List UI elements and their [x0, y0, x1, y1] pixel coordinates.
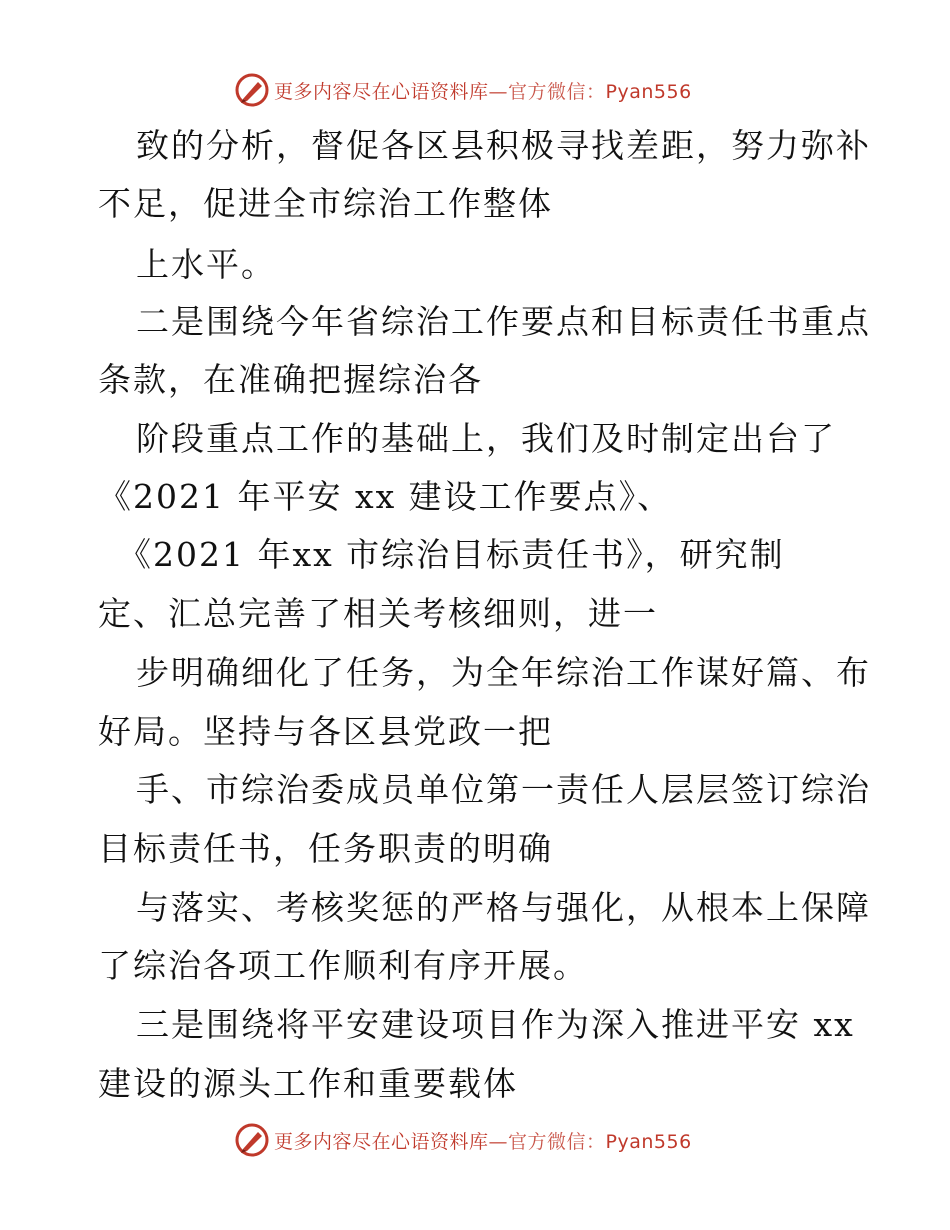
pen-logo-icon: [234, 1122, 270, 1158]
text-line: 不足，促进全市综治工作整体: [98, 184, 553, 223]
watermark-id: Pyan556: [605, 80, 692, 103]
text-line: 条款，在准确把握综治各: [98, 360, 483, 399]
watermark-main-text: 更多内容尽在心语资料库: [274, 80, 489, 103]
text-line: 《2021 年平安 xx 建设工作要点》、: [98, 477, 673, 516]
watermark-separator: —: [488, 1130, 509, 1153]
text-line: 二是围绕今年省综治工作要点和目标责任书重点: [136, 302, 871, 341]
watermark-separator: —: [488, 80, 509, 103]
text-line: 了综治各项工作顺利有序开展。: [98, 946, 588, 985]
text-line: 《2021 年xx 市综治目标责任书》，研究制: [118, 535, 785, 574]
text-line: 上水平。: [136, 245, 276, 284]
text-line: 步明确细化了任务，为全年综治工作谋好篇、布: [136, 653, 871, 692]
watermark-sub-text: 官方微信：: [508, 80, 606, 103]
text-line: 建设的源头工作和重要载体: [98, 1064, 518, 1103]
watermark-sub-text: 官方微信：: [508, 1130, 606, 1153]
text-line: 三是围绕将平安建设项目作为深入推进平安 xx: [136, 1005, 855, 1044]
text-line: 手、市综治委成员单位第一责任人层层签订综治: [136, 770, 871, 809]
text-line: 阶段重点工作的基础上，我们及时制定出台了: [136, 419, 836, 458]
watermark-id: Pyan556: [605, 1130, 692, 1153]
text-line: 好局。坚持与各区县党政一把: [98, 712, 553, 751]
text-line: 致的分析，督促各区县积极寻找差距，努力弥补: [136, 126, 871, 165]
text-line: 目标责任书，任务职责的明确: [98, 829, 553, 868]
text-line: 定、汇总完善了相关考核细则，进一: [98, 594, 658, 633]
footer-watermark: [234, 1122, 692, 1158]
watermark-main-text: 更多内容尽在心语资料库: [274, 1130, 489, 1153]
text-line: 与落实、考核奖惩的严格与强化，从根本上保障: [136, 888, 871, 927]
